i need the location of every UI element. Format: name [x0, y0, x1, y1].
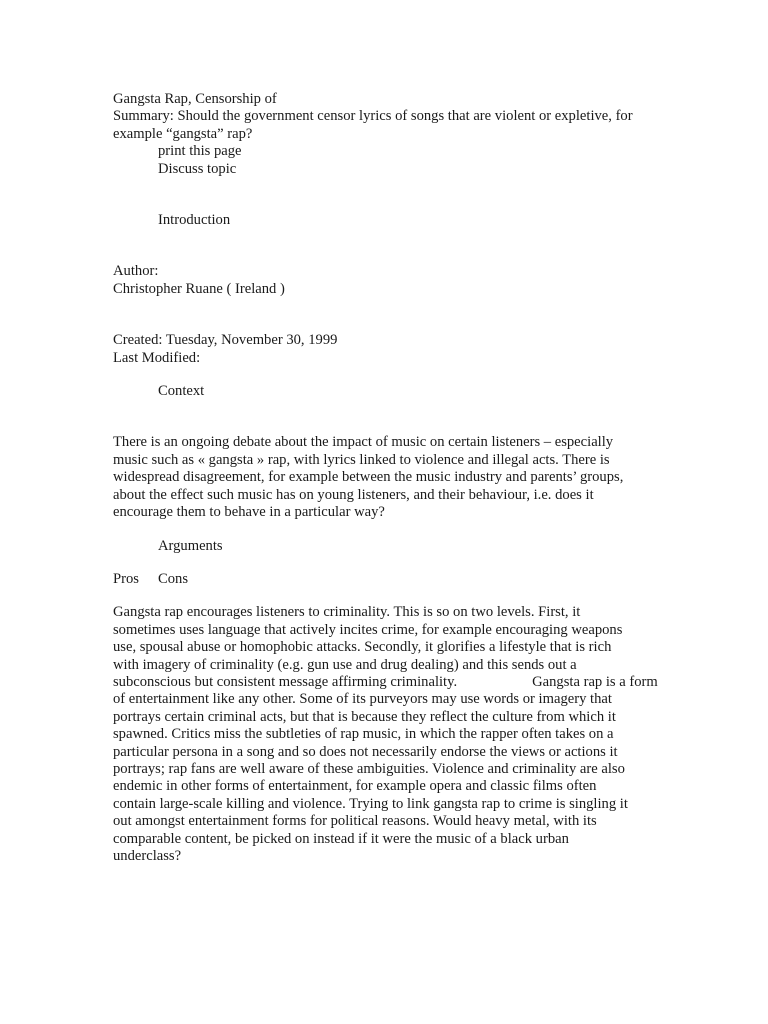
discuss-topic-link[interactable]: Discuss topic	[158, 160, 237, 177]
argument-line: Gangsta rap encourages listeners to criminality. This is so on two levels. First, it	[113, 604, 581, 621]
argument-line: portrays; rap fans are well aware of these ambiguities. Violence and criminality are also	[113, 760, 625, 777]
section-introduction: Introduction	[158, 212, 231, 229]
author-label: Author:	[113, 263, 159, 280]
document-title: Gangsta Rap, Censorship of	[113, 91, 277, 107]
argument-line: sometimes uses language that actively incites crime, for example encouraging weapons	[113, 621, 623, 638]
context-line: about the effect such music has on young listeners, and their behaviour, i.e. does it	[113, 486, 594, 503]
argument-line: with imagery of criminality (e.g. gun use and drug dealing) and this sends out a	[113, 656, 577, 673]
argument-line: of entertainment like any other. Some of its purveyors may use words or imagery that	[113, 691, 612, 708]
pro-argument-end: subconscious but consistent message affirming criminality.	[113, 673, 458, 690]
argument-line: particular persona in a song and so does not necessarily endorse the views or actions it	[113, 743, 618, 760]
argument-line: spawned. Critics miss the subtleties of rap music, in which the rapper often takes on a	[113, 726, 614, 743]
summary-line-2: example “gangsta” rap?	[113, 125, 253, 142]
argument-line: underclass?	[113, 848, 182, 864]
argument-line: portrays certain criminal acts, but that is because they reflect the culture from which it	[113, 708, 616, 725]
context-paragraph	[113, 434, 653, 521]
argument-paragraph	[113, 604, 658, 865]
author-name: Christopher Ruane ( Ireland )	[113, 280, 285, 297]
argument-line: endemic in other forms of entertainment, for example opera and classic films often	[113, 778, 597, 795]
summary-line-1: Summary: Should the government censor lyrics of songs that are violent or expletive, for	[113, 108, 633, 125]
print-page-link[interactable]: print this page	[158, 143, 242, 160]
context-line: widespread disagreement, for example between the music industry and parents’ groups,	[113, 469, 624, 486]
context-line: There is an ongoing debate about the impact of music on certain listeners – especially	[113, 434, 614, 451]
argument-line: use, spousal abuse or homophobic attacks. Secondly, it glorifies a lifestyle that is rich	[113, 639, 612, 656]
argument-line-split	[113, 673, 658, 691]
argument-line: out amongst entertainment forms for political reasons. Would heavy metal, with its	[113, 813, 597, 830]
con-argument-start: Gangsta rap is a form	[532, 673, 658, 690]
pros-label: Pros	[113, 570, 139, 587]
argument-line: contain large-scale killing and violence. Trying to link gangsta rap to crime is singling it	[113, 795, 628, 812]
context-line: music such as « gangsta » rap, with lyrics linked to violence and illegal acts. There is	[113, 451, 610, 468]
created-date: Created: Tuesday, November 30, 1999	[113, 332, 338, 349]
context-line: encourage them to behave in a particular way?	[113, 504, 385, 521]
last-modified: Last Modified:	[113, 349, 201, 366]
argument-line: comparable content, be picked on instead if it were the music of a black urban	[113, 830, 569, 847]
section-context: Context	[158, 383, 205, 400]
cons-label: Cons	[158, 570, 189, 587]
document-page	[113, 91, 658, 865]
section-arguments: Arguments	[158, 537, 223, 554]
pros-cons-header	[113, 571, 653, 588]
